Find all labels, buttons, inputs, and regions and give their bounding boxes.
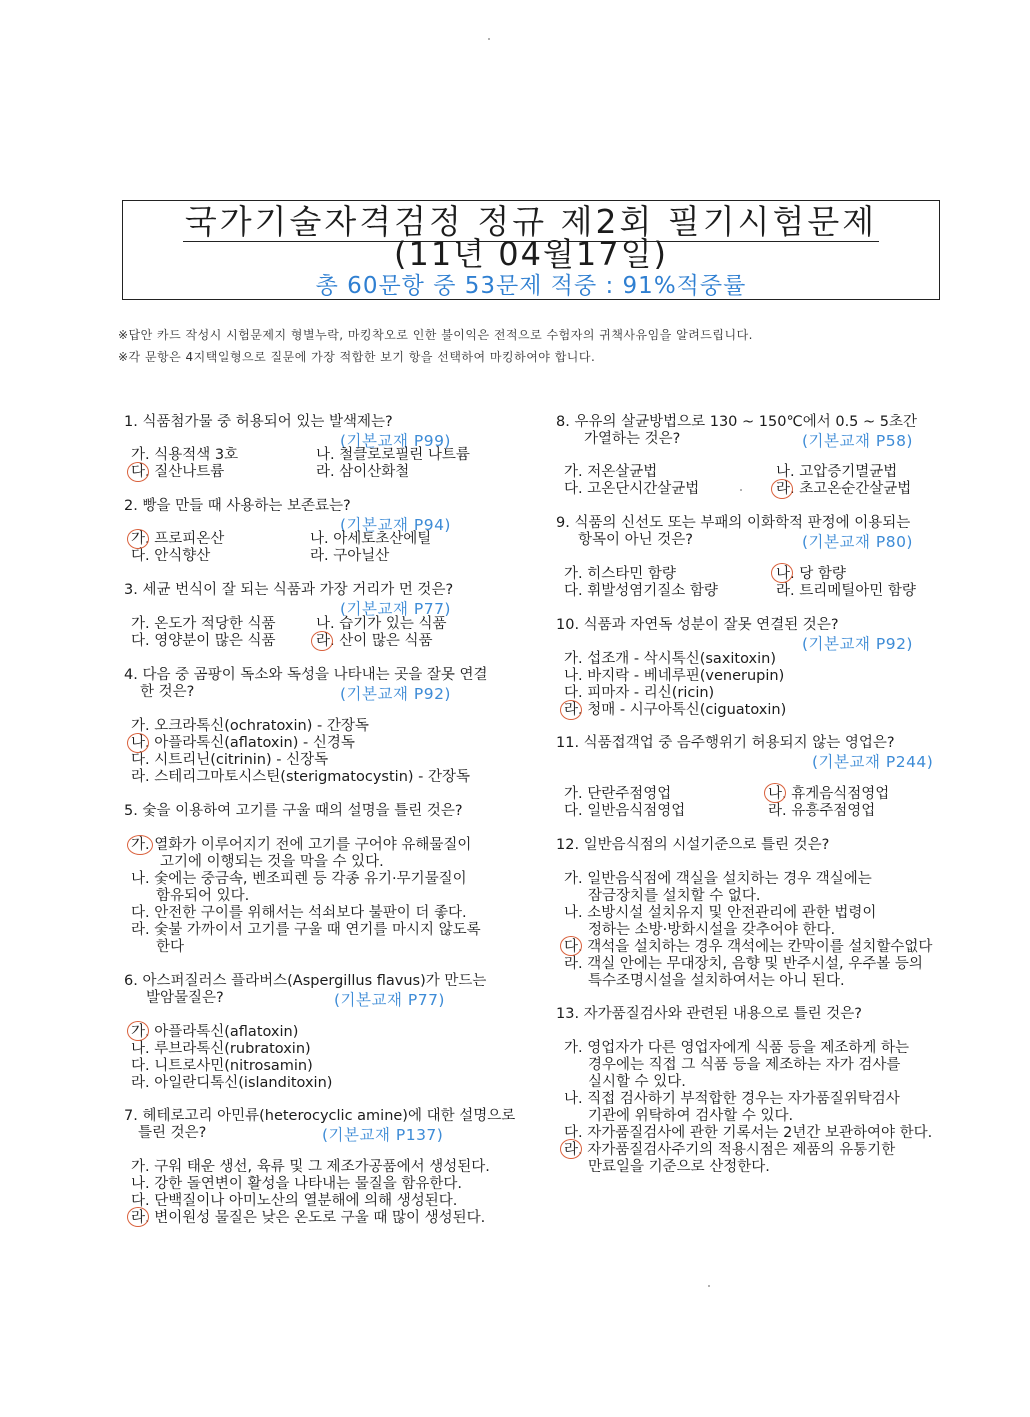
option-ra[interactable]: 라. 산이 많은 식품 (316, 633, 433, 649)
question-stem: 12. 일반음식점의 시설기준으로 틀린 것은? (556, 837, 830, 853)
option-ga[interactable]: 가. 프로피온산 (131, 531, 225, 547)
answer-mark-circle (560, 700, 582, 720)
option-ga[interactable]: 가. 아플라톡신(aflatoxin) (131, 1024, 299, 1040)
textbook-reference: (기본교재 P77) (334, 991, 445, 1009)
option-na[interactable]: 나. 바지락 - 베네루핀(venerupin) (564, 668, 785, 684)
option-ra-cont: 만료일을 기준으로 산정한다. (588, 1159, 770, 1175)
option-ra[interactable]: 라. 트리메틸아민 함량 (776, 583, 916, 599)
option-ga[interactable]: 가. 구워 태운 생선, 육류 및 그 제조가공품에서 생성된다. (131, 1159, 490, 1175)
textbook-reference: (기본교재 P92) (802, 635, 913, 653)
option-ra[interactable]: 라. 유흥주점영업 (768, 803, 876, 819)
option-ga-cont: 경우에는 직접 그 식품 등을 제조하는 자가 검사를 (588, 1057, 901, 1073)
option-ga-cont: 고기에 이행되는 것을 막을 수 있다. (160, 854, 384, 870)
option-ga[interactable]: 가. 온도가 적당한 식품 (131, 616, 276, 632)
textbook-reference: (기본교재 P99) (340, 432, 451, 450)
textbook-reference: (기본교재 P92) (340, 685, 451, 703)
answer-mark-circle (560, 936, 582, 956)
option-da[interactable]: 다. 자가품질검사에 관한 기록서는 2년간 보관하여야 한다. (564, 1125, 933, 1141)
question-stem: 2. 빵을 만들 때 사용하는 보존료는? (124, 498, 351, 514)
option-na[interactable]: 나. 아플라톡신(aflatoxin) - 신경독 (131, 735, 355, 751)
option-na[interactable]: 나. 강한 돌연변이 활성을 나타내는 물질을 함유한다. (131, 1176, 463, 1192)
answer-mark-circle (764, 783, 786, 803)
textbook-reference: (기본교재 P58) (802, 432, 913, 450)
question-stem: 8. 우유의 살균방법으로 130 ~ 150℃에서 0.5 ~ 5초간 (556, 414, 918, 430)
question-stem: 4. 다음 중 곰팡이 독소와 독성을 나타내는 곳을 잘못 연결 (124, 667, 488, 683)
answer-mark-circle (771, 563, 793, 583)
question-stem: 10. 식품과 자연독 성분이 잘못 연결된 것은? (556, 617, 839, 633)
option-ga[interactable]: 가. 식용적색 3호 (131, 447, 239, 463)
option-na[interactable]: 나. 숯에는 중금속, 벤조피렌 등 각종 유기·무기물질이 (131, 871, 467, 887)
option-ra[interactable]: 라. 청매 - 시구아톡신(ciguatoxin) (564, 702, 787, 718)
option-ra-cont: 특수조명시설을 설치하여서는 아니 된다. (588, 973, 845, 989)
option-ra[interactable]: 라. 삼이산화철 (316, 464, 410, 480)
answer-mark-circle (127, 733, 149, 753)
scan-speck (708, 1285, 710, 1287)
option-na[interactable]: 나. 습기가 있는 식품 (316, 616, 447, 632)
option-ra[interactable]: 라. 객실 안에는 무대장치, 음향 및 반주시설, 우주볼 등의 (564, 956, 923, 972)
question-stem-cont: 한 것은? (140, 684, 195, 700)
option-da[interactable]: 다. 안식향산 (131, 548, 211, 564)
option-da[interactable]: 다. 객석을 설치하는 경우 객석에는 칸막이를 설치할수없다 (564, 939, 933, 955)
question-stem: 13. 자가품질검사와 관련된 내용으로 틀린 것은? (556, 1006, 862, 1022)
question-stem-cont: 가열하는 것은? (584, 431, 681, 447)
option-ra[interactable]: 라. 스테리그마토시스틴(sterigmatocystin) - 간장독 (131, 769, 471, 785)
answer-mark-circle (560, 1139, 582, 1159)
question-stem-cont: 발암물질은? (146, 990, 224, 1006)
option-ra[interactable]: 라. 구아닐산 (310, 548, 390, 564)
question-stem: 11. 식품접객업 중 음주행위기 허용되지 않는 영업은? (556, 735, 895, 751)
option-da[interactable]: 다. 니트로사민(nitrosamin) (131, 1058, 313, 1074)
option-na[interactable]: 나. 소방시설 설치유지 및 안전관리에 관한 법령이 (564, 905, 877, 921)
option-ra[interactable]: 라. 숯불 가까이서 고기를 구울 때 연기를 마시지 않도록 (131, 922, 481, 938)
exam-date: (11년 04월17일) (393, 235, 669, 273)
option-ga[interactable]: 가. 히스타민 함량 (564, 566, 676, 582)
option-da[interactable]: 다. 피마자 - 리신(ricin) (564, 685, 715, 701)
question-stem: 5. 숯을 이용하여 고기를 구울 때의 설명을 틀린 것은? (124, 803, 463, 819)
option-na[interactable]: 나. 휴게음식점영업 (768, 786, 890, 802)
exam-header-box (122, 200, 940, 300)
option-ra[interactable]: 라. 아일란디톡신(islanditoxin) (131, 1075, 333, 1091)
notice-answer-card: ※답안 카드 작성시 시험문제지 형별누락, 마킹착오로 인한 불이익은 전적으로 수험자의 귀책사유임을 알려드립니다. (118, 328, 753, 342)
answer-mark-circle (127, 529, 149, 549)
textbook-reference: (기본교재 P77) (340, 600, 451, 618)
scan-speck (740, 489, 742, 491)
option-ga-cont: 잠금장치를 설치할 수 없다. (588, 888, 761, 904)
answer-mark-circle (771, 479, 793, 499)
question-stem: 3. 세균 번식이 잘 되는 식품과 가장 거리가 먼 것은? (124, 582, 454, 598)
option-na-cont: 함유되어 있다. (156, 888, 250, 904)
option-na[interactable]: 나. 당 함량 (776, 566, 846, 582)
option-na-cont: 기관에 위탁하여 검사할 수 있다. (588, 1108, 794, 1124)
option-ra-cont: 한다 (156, 939, 185, 955)
question-stem: 6. 아스퍼질러스 플라버스(Aspergillus flavus)가 만드는 (124, 973, 487, 989)
notice-answer-format: ※각 문항은 4지택일형으로 질문에 가장 적합한 보기 항을 선택하여 마킹하여야 합니다. (118, 350, 596, 364)
question-stem-cont: 항목이 아닌 것은? (578, 532, 693, 548)
option-da[interactable]: 다. 일반음식점영업 (564, 803, 686, 819)
option-na[interactable]: 나. 루브라톡신(rubratoxin) (131, 1041, 311, 1057)
option-da[interactable]: 다. 영양분이 많은 식품 (131, 633, 276, 649)
option-ga[interactable]: 가. 영업자가 다른 영업자에게 식품 등을 제조하게 하는 (564, 1040, 910, 1056)
option-na[interactable]: 나. 철클로로필린 나트륨 (316, 447, 470, 463)
option-da[interactable]: 다. 고온단시간살균법 (564, 481, 700, 497)
option-ga-cont: 실시할 수 있다. (588, 1074, 686, 1090)
option-na[interactable]: 나. 고압증기멸균법 (776, 464, 898, 480)
option-ga[interactable]: 가. 단란주점영업 (564, 786, 672, 802)
option-da[interactable]: 다. 안전한 구이를 위해서는 석쇠보다 불판이 더 좋다. (131, 905, 467, 921)
answer-mark-circle (311, 631, 333, 651)
option-ga[interactable]: 가. 열화가 이루어지기 전에 고기를 구어야 유해물질이 (131, 837, 472, 853)
option-da[interactable]: 다. 단백질이나 아미노산의 열분해에 의해 생성된다. (131, 1193, 458, 1209)
option-ga[interactable]: 가. 저온살균법 (564, 464, 658, 480)
question-stem: 1. 식품첨가물 중 허용되어 있는 발색제는? (124, 414, 393, 430)
question-stem: 9. 식품의 신선도 또는 부패의 이화학적 판정에 이용되는 (556, 515, 911, 531)
option-ga[interactable]: 가. 섭조개 - 삭시톡신(saxitoxin) (564, 651, 776, 667)
question-stem: 7. 헤테로고리 아민류(heterocyclic amine)에 대한 설명으로 (124, 1108, 516, 1124)
option-ga[interactable]: 가. 일반음식점에 객실을 설치하는 경우 객실에는 (564, 871, 872, 887)
answer-mark-circle (127, 1021, 149, 1041)
scan-speck (488, 38, 490, 40)
textbook-reference: (기본교재 P244) (812, 753, 934, 771)
option-ra[interactable]: 라. 초고온순간살균법 (776, 481, 912, 497)
answer-mark-circle (127, 835, 153, 855)
option-na[interactable]: 나. 아세토초산에틸 (310, 531, 432, 547)
option-da[interactable]: 다. 질산나트륨 (131, 464, 225, 480)
question-stem-cont: 틀린 것은? (138, 1125, 207, 1141)
textbook-reference: (기본교재 P137) (322, 1126, 444, 1144)
option-na-cont: 정하는 소방·방화시설을 갖추어야 한다. (588, 922, 836, 938)
exam-title: 국가기술자격검정 정규 제2회 필기시험문제 (184, 202, 878, 241)
option-ra[interactable]: 라. 자가품질검사주기의 적용시점은 제품의 유통기한 (564, 1142, 896, 1158)
option-da[interactable]: 다. 휘발성염기질소 함량 (564, 583, 718, 599)
option-da[interactable]: 다. 시트리닌(citrinin) - 신장독 (131, 752, 329, 768)
textbook-reference: (기본교재 P94) (340, 516, 451, 534)
answer-mark-circle (127, 462, 149, 482)
answer-mark-circle (127, 1207, 149, 1227)
option-ra[interactable]: 라. 변이원성 물질은 낮은 온도로 구울 때 많이 생성된다. (131, 1210, 486, 1226)
option-ga[interactable]: 가. 오크라톡신(ochratoxin) - 간장독 (131, 718, 369, 734)
accuracy-rate: 총 60문항 중 53문제 적중 : 91%적중률 (315, 273, 747, 299)
textbook-reference: (기본교재 P80) (802, 533, 913, 551)
option-na[interactable]: 나. 직접 검사하기 부적합한 경우는 자가품질위탁검사 (564, 1091, 900, 1107)
